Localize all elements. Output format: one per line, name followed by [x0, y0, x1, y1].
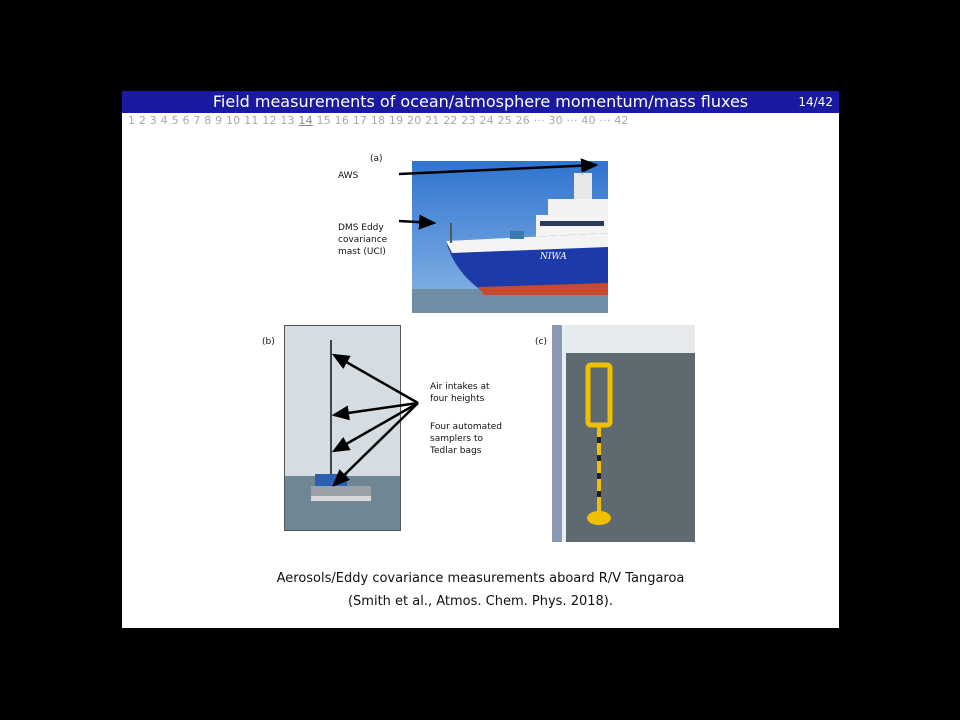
slide-title: Field measurements of ocean/atmosphere momentum/mass fluxes — [212, 92, 749, 111]
nav-pages-before[interactable]: 1 2 3 4 5 6 7 8 9 10 11 12 13 — [128, 114, 295, 127]
panel-a-label: (a) — [370, 154, 383, 164]
panel-b-label: (b) — [262, 337, 275, 347]
caption-line-1: Aerosols/Eddy covariance measurements aboard R/V Tangaroa — [276, 571, 685, 586]
page-number: 14/42 — [798, 95, 833, 109]
slide — [122, 91, 839, 628]
ship-name-text: NIWA — [540, 252, 567, 262]
aws-label: AWS — [338, 171, 359, 181]
panel-c-label: (c) — [535, 337, 547, 347]
caption-line-2: (Smith et al., Atmos. Chem. Phys. 2018). — [347, 594, 614, 609]
nav-page-current[interactable]: 14 — [298, 114, 313, 127]
samplers-label: Four automated samplers to Tedlar bags — [430, 422, 502, 456]
nav-pages-after[interactable]: 15 16 17 18 19 20 21 22 23 24 25 26 ··· 30 ··· 40 ··· 42 — [316, 114, 629, 127]
mast-label: DMS Eddy covariance mast (UCI) — [338, 223, 388, 257]
air-intakes-label: Air intakes at four heights — [430, 382, 490, 404]
annotation-arrows — [122, 91, 839, 628]
